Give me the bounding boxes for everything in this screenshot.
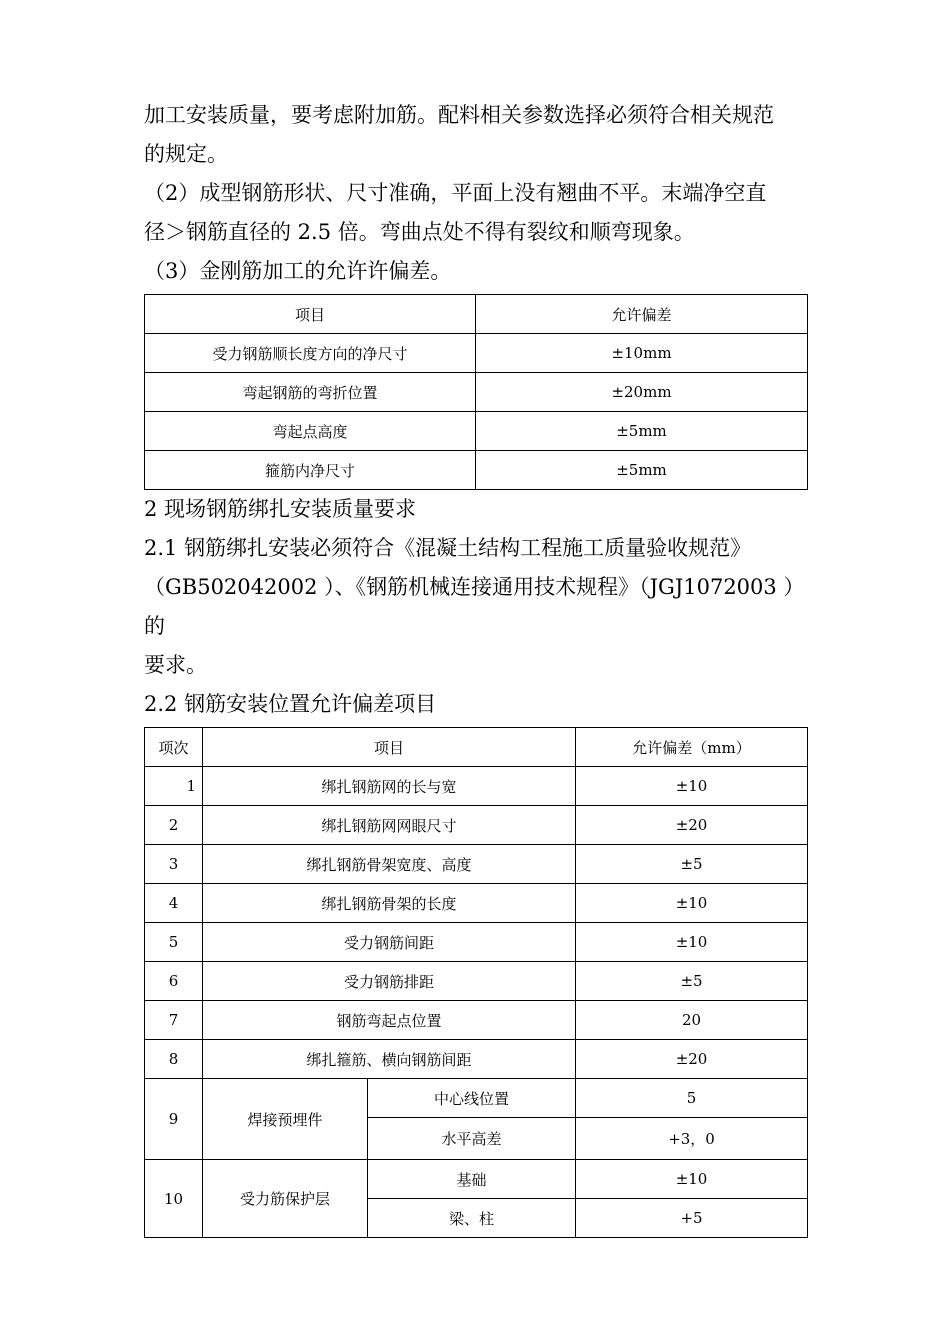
paragraph-3: （3）金刚筋加工的允许许偏差。 bbox=[144, 259, 452, 283]
table-cell: 10 bbox=[145, 1160, 203, 1238]
tolerance-table-2 bbox=[144, 727, 808, 1238]
section-heading-2-2: 2.2 钢筋安装位置允许偏差项目 bbox=[144, 692, 437, 716]
table-cell: ±5mm bbox=[476, 412, 808, 451]
table-cell: 5 bbox=[145, 923, 203, 962]
table-cell: 6 bbox=[145, 962, 203, 1001]
paragraph-2: （2）成型钢筋形状、尺寸准确，平面上没有翘曲不平。末端净空直 bbox=[144, 181, 767, 205]
table-header-row bbox=[145, 728, 808, 767]
table-cell: 受力钢筋顺长度方向的净尺寸 bbox=[145, 334, 476, 373]
paragraph-2b: 径＞钢筋直径的 2.5 倍。弯曲点处不得有裂纹和顺弯现象。 bbox=[144, 220, 695, 244]
table-row bbox=[145, 1079, 808, 1118]
section-2-1-line-3: 要求。 bbox=[144, 653, 207, 677]
table-header-cell: 允许偏差 bbox=[476, 295, 808, 334]
paragraph-1: 加工安装质量，要考虑附加筋。配料相关参数选择必须符合相关规范 bbox=[144, 103, 774, 127]
table-cell: 绑扎箍筋、横向钢筋间距 bbox=[203, 1040, 576, 1079]
table-cell: 中心线位置 bbox=[368, 1079, 576, 1118]
table-cell: 8 bbox=[145, 1040, 203, 1079]
table-cell: 焊接预埋件 bbox=[203, 1079, 368, 1160]
table-cell: 受力钢筋间距 bbox=[203, 923, 576, 962]
table-cell: ±10 bbox=[576, 923, 808, 962]
tolerance-table-1 bbox=[144, 294, 808, 490]
table-cell: ±10 bbox=[576, 1160, 808, 1199]
table-cell: 水平高差 bbox=[368, 1118, 576, 1160]
paragraph-1b: 的规定。 bbox=[144, 142, 228, 166]
table-row bbox=[145, 373, 808, 412]
table-cell: ±5 bbox=[576, 962, 808, 1001]
table-row bbox=[145, 884, 808, 923]
table-row bbox=[145, 923, 808, 962]
section-heading-2: 2 现场钢筋绑扎安装质量要求 bbox=[144, 497, 417, 521]
table-cell: 箍筋内净尺寸 bbox=[145, 451, 476, 490]
table-cell: ±10 bbox=[576, 767, 808, 806]
table-row bbox=[145, 1001, 808, 1040]
table-row bbox=[145, 334, 808, 373]
table-cell: 梁、柱 bbox=[368, 1199, 576, 1238]
table-row bbox=[145, 451, 808, 490]
table-cell: 基础 bbox=[368, 1160, 576, 1199]
table-cell: 9 bbox=[145, 1079, 203, 1160]
table-cell: 3 bbox=[145, 845, 203, 884]
table-cell: ±10 bbox=[576, 884, 808, 923]
table-header-cell: 项目 bbox=[203, 728, 576, 767]
table-row bbox=[145, 962, 808, 1001]
document-page bbox=[144, 96, 808, 1238]
table-cell: 受力钢筋排距 bbox=[203, 962, 576, 1001]
table-cell: 弯起钢筋的弯折位置 bbox=[145, 373, 476, 412]
table-cell: 绑扎钢筋骨架的长度 bbox=[203, 884, 576, 923]
table-cell: ±20mm bbox=[476, 373, 808, 412]
table-header-cell: 项次 bbox=[145, 728, 203, 767]
table-cell: ±5mm bbox=[476, 451, 808, 490]
table-cell: 5 bbox=[576, 1079, 808, 1118]
table-cell: ±5 bbox=[576, 845, 808, 884]
table-cell: ±20 bbox=[576, 1040, 808, 1079]
table-cell: 1 bbox=[145, 767, 203, 806]
table-cell: 绑扎钢筋网网眼尺寸 bbox=[203, 806, 576, 845]
table-cell: 20 bbox=[576, 1001, 808, 1040]
table-row bbox=[145, 806, 808, 845]
table-cell: 绑扎钢筋骨架宽度、高度 bbox=[203, 845, 576, 884]
table-header-row bbox=[145, 295, 808, 334]
table-cell: 绑扎钢筋网的长与宽 bbox=[203, 767, 576, 806]
table-cell: +3，0 bbox=[576, 1118, 808, 1160]
table-cell: 2 bbox=[145, 806, 203, 845]
section-2-1-line-2: （GB502042002 ）、《钢筋机械连接通用技术规程》（JGJ1072003 ）的 bbox=[144, 575, 805, 638]
table-row bbox=[145, 767, 808, 806]
table-cell: ±20 bbox=[576, 806, 808, 845]
table-cell: 受力筋保护层 bbox=[203, 1160, 368, 1238]
table-row bbox=[145, 412, 808, 451]
table-cell: 钢筋弯起点位置 bbox=[203, 1001, 576, 1040]
table-header-cell: 项目 bbox=[145, 295, 476, 334]
table-cell: ±10mm bbox=[476, 334, 808, 373]
table-cell: 4 bbox=[145, 884, 203, 923]
table-row bbox=[145, 1160, 808, 1199]
table-cell: 7 bbox=[145, 1001, 203, 1040]
table-row bbox=[145, 1040, 808, 1079]
table-row bbox=[145, 845, 808, 884]
table-cell: +5 bbox=[576, 1199, 808, 1238]
table-cell: 弯起点高度 bbox=[145, 412, 476, 451]
table-header-cell: 允许偏差（mm） bbox=[576, 728, 808, 767]
section-2-1-line-1: 2.1 钢筋绑扎安装必须符合《混凝土结构工程施工质量验收规范》 bbox=[144, 536, 752, 560]
